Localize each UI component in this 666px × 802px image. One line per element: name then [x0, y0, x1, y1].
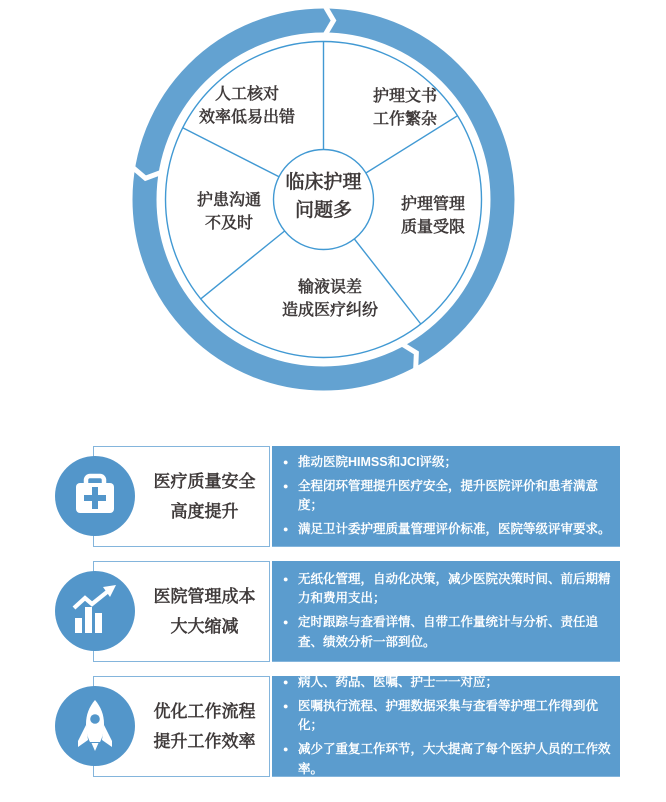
sector-label-line: 护患沟通: [196, 192, 262, 209]
sector-label-line: 不及时: [204, 215, 254, 232]
sector-label-line: 效率低易出错: [198, 109, 296, 126]
wheel-center-line2: 问题多: [294, 200, 353, 221]
benefit-row-efficiency: [0, 676, 666, 777]
sector-label-management: [401, 193, 465, 239]
sector-label-communication: [197, 189, 261, 235]
benefit-title-line2: 提升工作效率: [153, 731, 256, 751]
bullet-item: ● 无纸化管理，自动化决策，减少医院决策时间、前后期精力和费用支出；: [283, 570, 612, 609]
benefit-bullet-list: [283, 566, 612, 657]
medical-bag-icon: [55, 456, 135, 536]
wheel-center-label: [285, 169, 361, 225]
benefit-bullet-list: [283, 669, 612, 784]
sector-label-line: 输液误差: [297, 279, 363, 296]
benefit-title-line2: 大大缩减: [170, 616, 239, 636]
benefit-bullet-list: [283, 448, 612, 544]
benefit-row-quality: [0, 446, 666, 547]
sector-label-manual-check: [199, 83, 295, 129]
benefit-title-line1: 医疗质量安全: [153, 471, 256, 491]
benefit-title-line1: 优化工作流程: [153, 701, 256, 721]
sector-label-documentation: [373, 85, 437, 131]
sector-label-line: 人工核对: [214, 86, 280, 103]
sector-label-line: 造成医疗纠纷: [281, 302, 379, 319]
sector-label-line: 工作繁杂: [372, 111, 438, 128]
bullet-item: ● 减少了重复工作环节，大大提高了每个医护人员的工作效率。: [283, 740, 612, 779]
bullet-item: ● 病人、药品、医嘱、护士一一对应；: [283, 673, 612, 692]
sector-label-infusion-error: [282, 276, 378, 322]
benefit-title-line1: 医院管理成本: [153, 586, 256, 606]
bullet-item: ● 医嘱执行流程、护理数据采集与查看等护理工作得到优化；: [283, 697, 612, 736]
sector-label-line: 质量受限: [400, 219, 466, 236]
rocket-icon: [55, 686, 135, 766]
sector-label-line: 护理管理: [400, 196, 466, 213]
wheel-center-line1: 临床护理: [285, 172, 362, 193]
bullet-item: ● 全程闭环管理提升医疗安全，提升医院评价和患者满意度；: [283, 477, 612, 516]
benefit-detail-panel: [272, 676, 620, 777]
bullet-item: ● 定时跟踪与查看详情、自带工作量统计与分析、责任追查、绩效分析一部到位。: [283, 613, 612, 652]
benefit-row-cost: [0, 561, 666, 662]
benefit-detail-panel: [272, 561, 620, 662]
bullet-item: ● 满足卫计委护理质量管理评价标准，医院等级评审要求。: [283, 520, 612, 539]
bar-chart-icon: [55, 571, 135, 651]
bullet-item: ● 推动医院HIMSS和JCI评级；: [283, 453, 612, 472]
sector-label-line: 护理文书: [372, 88, 438, 105]
benefit-detail-panel: [272, 446, 620, 547]
benefit-title-line2: 高度提升: [170, 501, 239, 521]
